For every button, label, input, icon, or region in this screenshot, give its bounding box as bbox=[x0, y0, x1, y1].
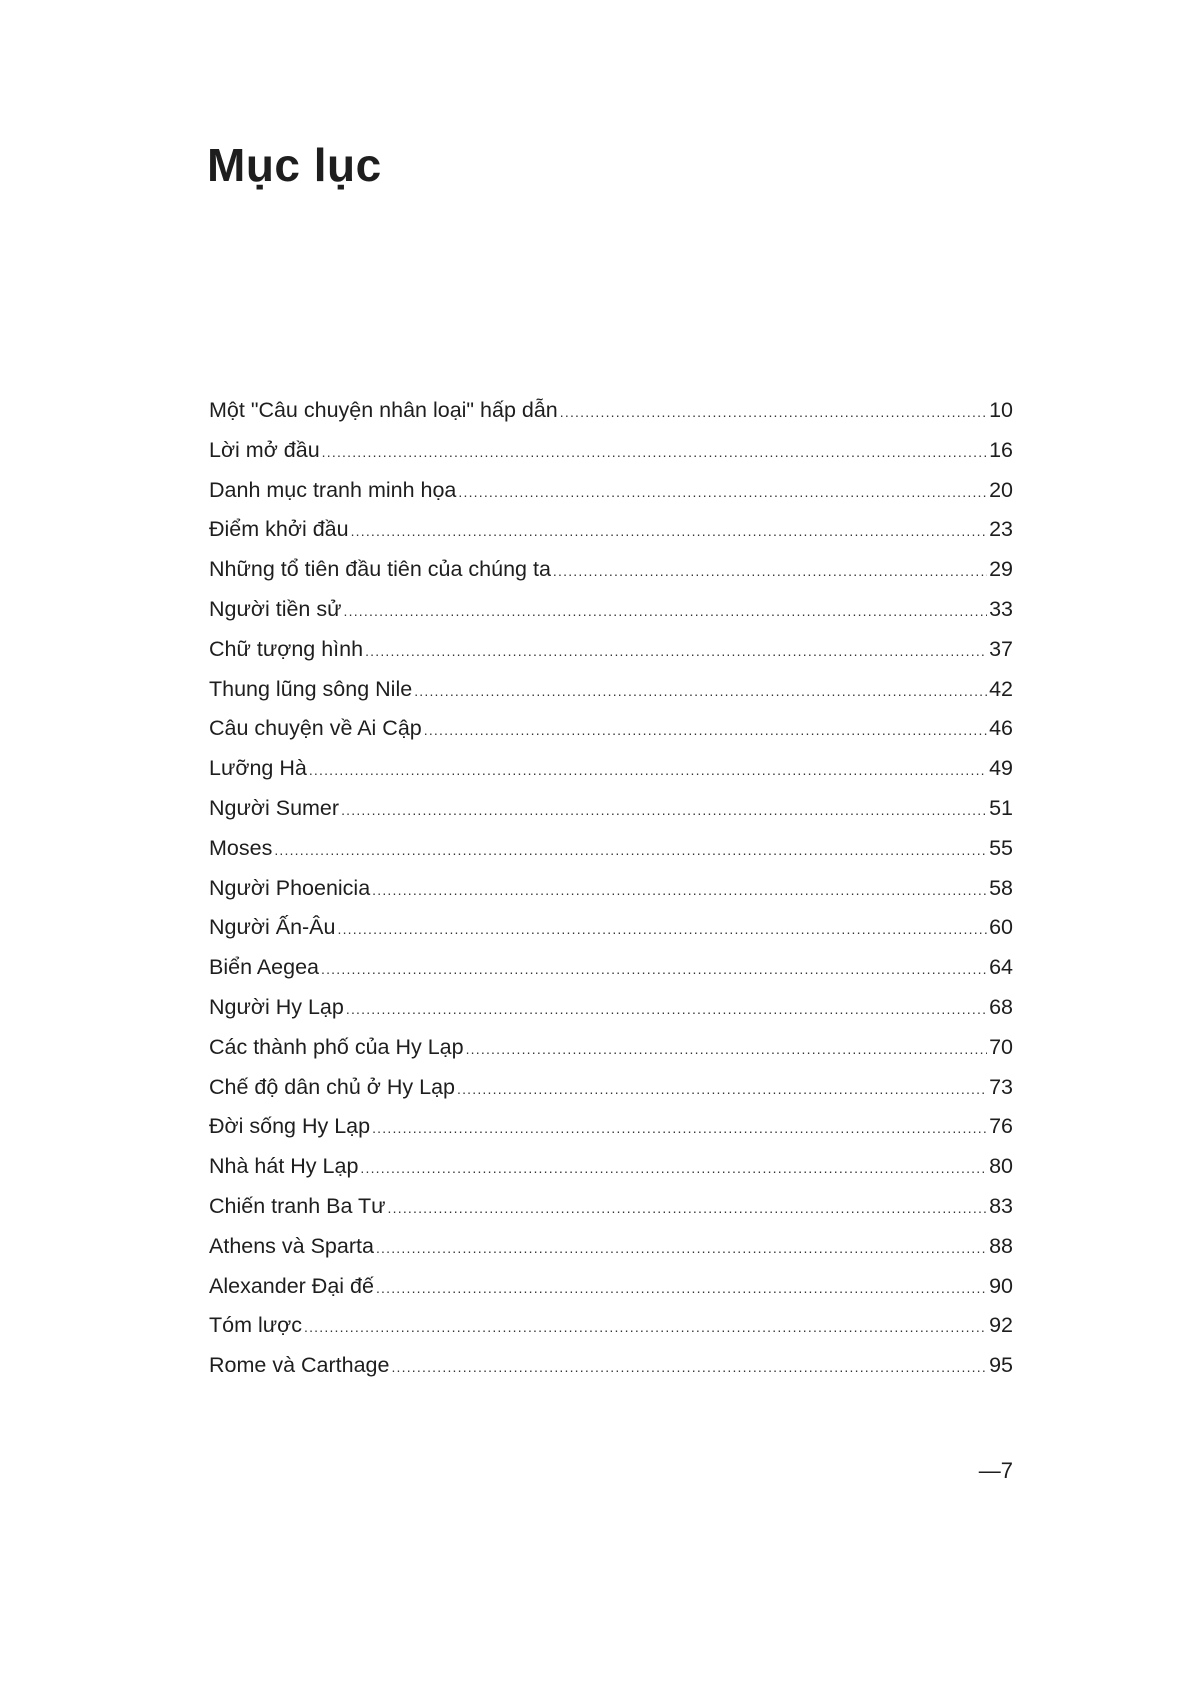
toc-entry[interactable] bbox=[209, 836, 1013, 876]
toc-entry-title: Một "Câu chuyện nhân loại" hấp dẫn bbox=[209, 398, 558, 422]
toc-entry-title: Danh mục tranh minh họa bbox=[209, 477, 457, 502]
dot-leader bbox=[351, 523, 988, 539]
toc-entry-title: Chế độ dân chủ ở Hy Lạp bbox=[209, 1074, 455, 1099]
dot-leader bbox=[372, 1120, 987, 1136]
toc-entry[interactable] bbox=[209, 438, 1013, 478]
dot-leader bbox=[372, 882, 987, 898]
toc-entry-title: Câu chuyện về Ai Cập bbox=[209, 716, 422, 741]
toc-entry[interactable] bbox=[209, 1075, 1013, 1115]
toc-entry-page: 10 bbox=[989, 398, 1013, 422]
toc-entry[interactable] bbox=[209, 1035, 1013, 1075]
dot-leader bbox=[360, 1160, 987, 1176]
toc-entry-title: Lời mở đầu bbox=[209, 437, 320, 462]
dot-leader bbox=[304, 1319, 987, 1335]
toc-entry-page: 37 bbox=[989, 636, 1013, 661]
toc-entry[interactable] bbox=[209, 995, 1013, 1035]
toc-entry-page: 80 bbox=[989, 1154, 1013, 1179]
toc-entry-page: 55 bbox=[989, 835, 1013, 860]
dot-leader bbox=[553, 563, 987, 579]
toc-entry-page: 29 bbox=[989, 557, 1013, 582]
toc-entry[interactable] bbox=[209, 955, 1013, 995]
toc-entry-page: 60 bbox=[989, 915, 1013, 940]
dot-leader bbox=[321, 961, 987, 977]
toc-entry-page: 68 bbox=[989, 994, 1013, 1019]
dot-leader bbox=[388, 1200, 988, 1216]
toc-entry-page: 76 bbox=[989, 1114, 1013, 1139]
toc-entry[interactable] bbox=[209, 1154, 1013, 1194]
dot-leader bbox=[458, 484, 987, 500]
toc-entry-page: 42 bbox=[989, 676, 1013, 701]
dot-leader bbox=[560, 404, 987, 420]
dot-leader bbox=[466, 1041, 987, 1057]
page-number: —7 bbox=[978, 1458, 1013, 1483]
toc-entry-title: Người Ấn-Âu bbox=[209, 915, 336, 940]
toc-entry-page: 64 bbox=[989, 955, 1013, 980]
toc-entry[interactable] bbox=[209, 1234, 1013, 1274]
dot-leader bbox=[365, 643, 987, 659]
dot-leader bbox=[309, 762, 987, 778]
toc-entry-page: 23 bbox=[989, 517, 1013, 542]
toc-entry-title: Thung lũng sông Nile bbox=[209, 676, 413, 701]
toc-entry-title: Các thành phố của Hy Lạp bbox=[209, 1034, 464, 1059]
toc-entry-title: Người Sumer bbox=[209, 795, 340, 820]
toc-entry[interactable] bbox=[209, 637, 1013, 677]
toc-entry-page: 16 bbox=[989, 437, 1013, 462]
toc-entry-title: Lưỡng Hà bbox=[209, 756, 307, 781]
page-title: Mục lục bbox=[207, 139, 382, 191]
toc-entry-title: Người Hy Lạp bbox=[209, 994, 344, 1019]
toc-entry[interactable] bbox=[209, 716, 1013, 756]
toc-entry[interactable] bbox=[209, 597, 1013, 637]
dot-leader bbox=[346, 1001, 987, 1017]
toc-entry-page: 90 bbox=[989, 1273, 1013, 1298]
toc-entry-title: Rome và Carthage bbox=[209, 1353, 390, 1378]
toc-entry[interactable] bbox=[209, 1353, 1013, 1393]
toc-entry[interactable] bbox=[209, 517, 1013, 557]
dot-leader bbox=[274, 842, 987, 858]
toc-entry-title: Moses bbox=[209, 835, 273, 860]
toc-entry[interactable] bbox=[209, 1313, 1013, 1353]
dot-leader bbox=[376, 1280, 987, 1296]
toc-entry-page: 49 bbox=[989, 756, 1013, 781]
toc-entry-title: Điểm khởi đầu bbox=[209, 517, 349, 542]
toc-entry-page: 58 bbox=[989, 875, 1013, 900]
dot-leader bbox=[337, 921, 987, 937]
toc-entry-title: Chữ tượng hình bbox=[209, 636, 364, 661]
toc-entry-title: Đời sống Hy Lạp bbox=[209, 1114, 371, 1139]
toc-entry-title: Athens và Sparta bbox=[209, 1233, 374, 1258]
toc-entry-page: 73 bbox=[989, 1074, 1013, 1099]
toc-entry[interactable] bbox=[209, 876, 1013, 916]
toc-entry[interactable] bbox=[209, 677, 1013, 717]
toc-entry-page: 92 bbox=[989, 1313, 1013, 1338]
toc-entry-title: Những tổ tiên đầu tiên của chúng ta bbox=[209, 557, 551, 582]
toc-entry-title: Tóm lược bbox=[209, 1313, 302, 1338]
dot-leader bbox=[344, 603, 988, 619]
toc-entry-title: Biển Aegea bbox=[209, 955, 319, 980]
toc-entry[interactable] bbox=[209, 756, 1013, 796]
toc-entry[interactable] bbox=[209, 1274, 1013, 1314]
table-of-contents bbox=[209, 398, 1013, 1393]
toc-entry-page: 83 bbox=[989, 1193, 1013, 1218]
dot-leader bbox=[341, 802, 987, 818]
toc-entry[interactable] bbox=[209, 1114, 1013, 1154]
dot-leader bbox=[391, 1359, 987, 1375]
toc-entry-title: Nhà hát Hy Lạp bbox=[209, 1154, 359, 1179]
toc-entry[interactable] bbox=[209, 557, 1013, 597]
toc-entry-page: 46 bbox=[989, 716, 1013, 741]
dot-leader bbox=[414, 683, 987, 699]
toc-entry[interactable] bbox=[209, 915, 1013, 955]
dot-leader bbox=[322, 444, 987, 460]
toc-entry-title: Người tiền sử bbox=[209, 596, 342, 621]
toc-entry[interactable] bbox=[209, 1194, 1013, 1234]
toc-entry-title: Alexander Đại đế bbox=[209, 1273, 374, 1298]
toc-entry-page: 51 bbox=[989, 795, 1013, 820]
toc-entry[interactable] bbox=[209, 478, 1013, 518]
toc-entry-page: 33 bbox=[989, 596, 1013, 621]
toc-entry-page: 95 bbox=[989, 1353, 1013, 1378]
toc-entry-page: 88 bbox=[989, 1233, 1013, 1258]
toc-entry-title: Chiến tranh Ba Tư bbox=[209, 1193, 386, 1218]
toc-entry-page: 20 bbox=[989, 477, 1013, 502]
dot-leader bbox=[376, 1240, 987, 1256]
toc-entry-title: Người Phoenicia bbox=[209, 875, 371, 900]
toc-entry[interactable] bbox=[209, 796, 1013, 836]
toc-entry-page: 70 bbox=[989, 1034, 1013, 1059]
dot-leader bbox=[424, 722, 987, 738]
dot-leader bbox=[457, 1081, 987, 1097]
toc-entry[interactable] bbox=[209, 398, 1013, 438]
